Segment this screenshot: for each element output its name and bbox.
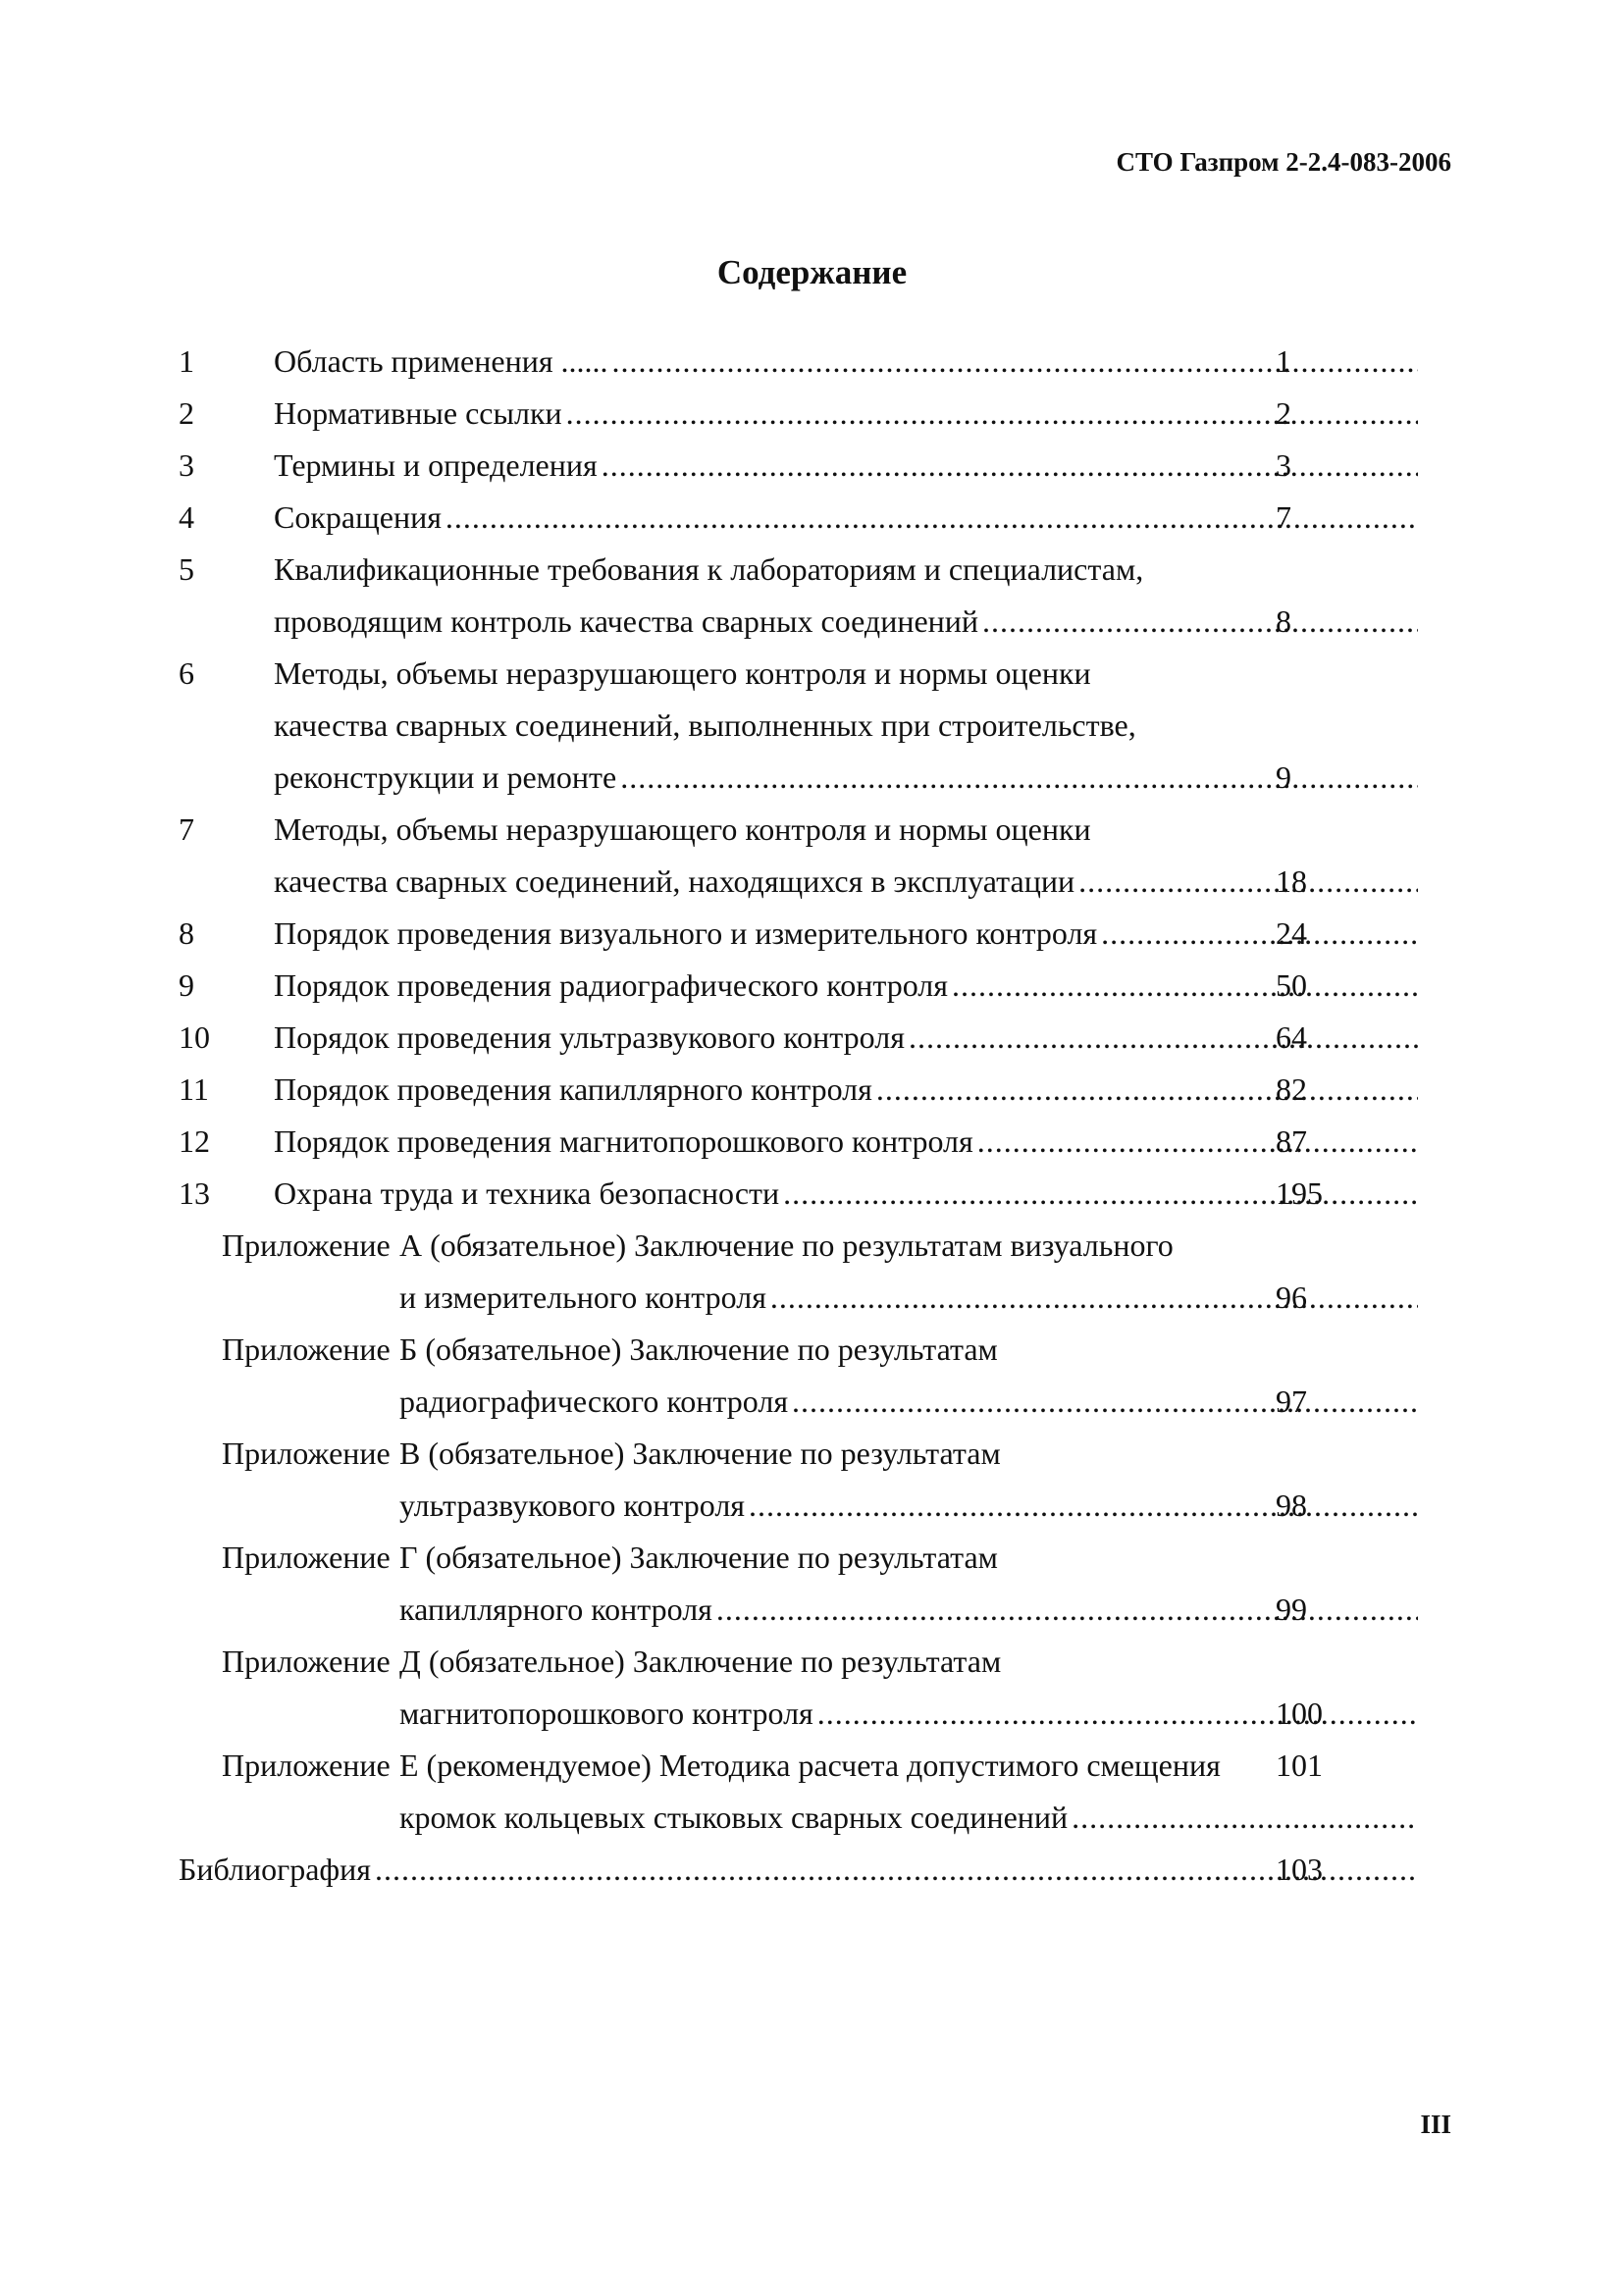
toc-section-number: 10 <box>179 1019 210 1055</box>
toc-page-number: 98 <box>1276 1487 1307 1523</box>
toc-entry[interactable] <box>274 336 1422 388</box>
toc-entry-title: Порядок проведения визуального и измерительного контроля <box>274 915 1098 951</box>
toc-line <box>179 1012 1346 1064</box>
toc-entry-title: Квалификационные требования к лабораториям и специалистам, <box>274 551 1144 587</box>
toc-line <box>179 752 1346 804</box>
toc-section-number: 5 <box>179 551 194 587</box>
toc-page-number: 87 <box>1276 1123 1307 1159</box>
toc-line <box>179 1688 1346 1740</box>
toc-section-number: 7 <box>179 811 194 847</box>
toc-page-number: 64 <box>1276 1019 1307 1055</box>
toc-entry[interactable] <box>399 1376 1422 1428</box>
toc-entry[interactable] <box>399 1480 1422 1532</box>
toc-page-number: 101 <box>1276 1747 1323 1783</box>
appendix-label: Приложение <box>222 1747 391 1783</box>
dot-leader <box>1078 856 1418 908</box>
toc-entry[interactable] <box>274 1168 1422 1220</box>
toc-section-number: 4 <box>179 499 194 535</box>
toc-entry[interactable] <box>274 388 1422 440</box>
toc-line <box>179 1116 1346 1168</box>
toc-entry[interactable] <box>274 908 1422 960</box>
toc-entry-title: качества сварных соединений, выполненных при строительстве, <box>274 707 1136 743</box>
toc-entry[interactable] <box>274 596 1422 648</box>
appendix-title: кромок кольцевых стыковых сварных соединений <box>399 1799 1069 1835</box>
toc-entry[interactable] <box>274 752 1422 804</box>
toc-line <box>179 596 1346 648</box>
toc-entry[interactable] <box>399 1688 1422 1740</box>
table-of-contents <box>179 336 1346 1896</box>
appendix-title: магнитопорошкового контроля <box>399 1695 813 1731</box>
toc-section-number: 3 <box>179 447 194 483</box>
appendix-title: Б (обязательное) Заключение по результатам <box>399 1331 998 1367</box>
toc-page-number: 2 <box>1276 395 1291 431</box>
page-number: III <box>1420 2110 1451 2139</box>
toc-line <box>179 1220 1346 1272</box>
appendix-label: Приложение <box>222 1331 391 1367</box>
toc-line <box>179 1480 1346 1532</box>
dot-leader <box>1101 908 1418 960</box>
toc-line <box>179 648 1346 700</box>
toc-line <box>179 544 1346 596</box>
appendix-title: В (обязательное) Заключение по результатам <box>399 1435 1001 1471</box>
page-title: Содержание <box>716 253 908 291</box>
toc-page-number: 100 <box>1276 1695 1323 1731</box>
toc-line <box>179 1324 1346 1376</box>
toc-line <box>179 336 1346 388</box>
toc-entry[interactable] <box>274 1116 1422 1168</box>
appendix-title: Г (обязательное) Заключение по результатам <box>399 1539 998 1575</box>
appendix-label: Приложение <box>222 1435 391 1471</box>
dot-leader <box>952 960 1418 1012</box>
toc-entry-title: Область применения ...... <box>274 343 608 379</box>
toc-entry[interactable] <box>274 856 1422 908</box>
toc-entry[interactable] <box>274 1012 1422 1064</box>
bibliography-label: Библиография <box>179 1852 371 1887</box>
toc-entry[interactable] <box>399 1792 1422 1844</box>
toc-page-number: 1 <box>1276 343 1291 379</box>
toc-line <box>179 700 1346 752</box>
toc-line <box>179 1740 1346 1792</box>
appendix-title: Д (обязательное) Заключение по результатам <box>399 1643 1002 1679</box>
appendix-title: капиллярного контроля <box>399 1591 712 1627</box>
toc-section-number: 9 <box>179 967 194 1003</box>
toc-line <box>179 1636 1346 1688</box>
toc-line <box>179 1376 1346 1428</box>
toc-section-number: 8 <box>179 915 194 951</box>
toc-entry-title: Порядок проведения ультразвукового контроля <box>274 1019 905 1055</box>
toc-page-number: 82 <box>1276 1071 1307 1107</box>
toc-line <box>179 1064 1346 1116</box>
toc-line <box>179 1428 1346 1480</box>
toc-entry-title: Термины и определения <box>274 447 598 483</box>
appendix-label: Приложение <box>222 1227 391 1263</box>
toc-entry[interactable] <box>399 1584 1422 1636</box>
appendix-title: ультразвукового контроля <box>399 1487 745 1523</box>
toc-entry-title: Охрана труда и техника безопасности <box>274 1175 780 1211</box>
toc-entry[interactable] <box>274 1064 1422 1116</box>
toc-page-number: 103 <box>1276 1852 1323 1887</box>
toc-line <box>179 1584 1346 1636</box>
toc-entry-title: Методы, объемы неразрушающего контроля и нормы оценки <box>274 655 1091 691</box>
dot-leader <box>977 1116 1418 1168</box>
toc-entry-title: Методы, объемы неразрушающего контроля и нормы оценки <box>274 811 1091 847</box>
toc-line <box>179 1532 1346 1584</box>
toc-entry-title: Сокращения <box>274 499 442 535</box>
dot-leader <box>445 492 1418 544</box>
document-id: СТО Газпром 2-2.4-083-2006 <box>1116 147 1451 177</box>
toc-page-number: 24 <box>1276 915 1307 951</box>
toc-entry[interactable] <box>274 440 1422 492</box>
toc-section-number: 2 <box>179 395 194 431</box>
toc-line <box>179 960 1346 1012</box>
toc-line <box>179 1792 1346 1844</box>
toc-line <box>179 804 1346 856</box>
toc-line <box>179 1272 1346 1324</box>
toc-entry[interactable] <box>274 492 1422 544</box>
toc-entry-title: Порядок проведения радиографического контроля <box>274 967 948 1003</box>
bibliography-entry[interactable] <box>179 1844 1422 1896</box>
toc-page-number: 50 <box>1276 967 1307 1003</box>
toc-page-number: 18 <box>1276 863 1307 899</box>
toc-section-number: 11 <box>179 1071 209 1107</box>
toc-entry-title: реконструкции и ремонте <box>274 759 617 795</box>
toc-page-number: 97 <box>1276 1383 1307 1419</box>
appendix-title: и измерительного контроля <box>399 1279 766 1315</box>
toc-line <box>179 388 1346 440</box>
toc-section-number: 6 <box>179 655 194 691</box>
toc-line <box>179 856 1346 908</box>
appendix-label: Приложение <box>222 1643 391 1679</box>
toc-entry-title: качества сварных соединений, находящихся в эксплуатации <box>274 863 1075 899</box>
toc-line <box>179 1168 1346 1220</box>
toc-page-number: 7 <box>1276 499 1291 535</box>
toc-page-number: 9 <box>1276 759 1291 795</box>
toc-entry-title: Порядок проведения магнитопорошкового контроля <box>274 1123 973 1159</box>
toc-page-number: 96 <box>1276 1279 1307 1315</box>
toc-page-number: 8 <box>1276 603 1291 639</box>
toc-line <box>179 492 1346 544</box>
toc-page-number: 195 <box>1276 1175 1323 1211</box>
appendix-title: А (обязательное) Заключение по результатам визуального <box>399 1227 1174 1263</box>
appendix-title: Е (рекомендуемое) Методика расчета допустимого смещения <box>399 1747 1221 1783</box>
toc-line <box>179 1844 1346 1896</box>
appendix-title: радиографического контроля <box>399 1383 789 1419</box>
toc-section-number: 1 <box>179 343 194 379</box>
dot-leader <box>1072 1792 1418 1844</box>
toc-line <box>179 908 1346 960</box>
toc-entry[interactable] <box>399 1272 1422 1324</box>
toc-page-number: 99 <box>1276 1591 1307 1627</box>
toc-page-number: 3 <box>1276 447 1291 483</box>
dot-leader <box>982 596 1418 648</box>
toc-entry-title: проводящим контроль качества сварных соединений <box>274 603 979 639</box>
toc-line <box>179 440 1346 492</box>
toc-entry-title: Нормативные ссылки <box>274 395 562 431</box>
toc-section-number: 12 <box>179 1123 210 1159</box>
dot-leader <box>375 1844 1418 1896</box>
toc-entry-title: Порядок проведения капиллярного контроля <box>274 1071 872 1107</box>
toc-entry[interactable] <box>274 960 1422 1012</box>
toc-section-number: 13 <box>179 1175 210 1211</box>
appendix-label: Приложение <box>222 1539 391 1575</box>
